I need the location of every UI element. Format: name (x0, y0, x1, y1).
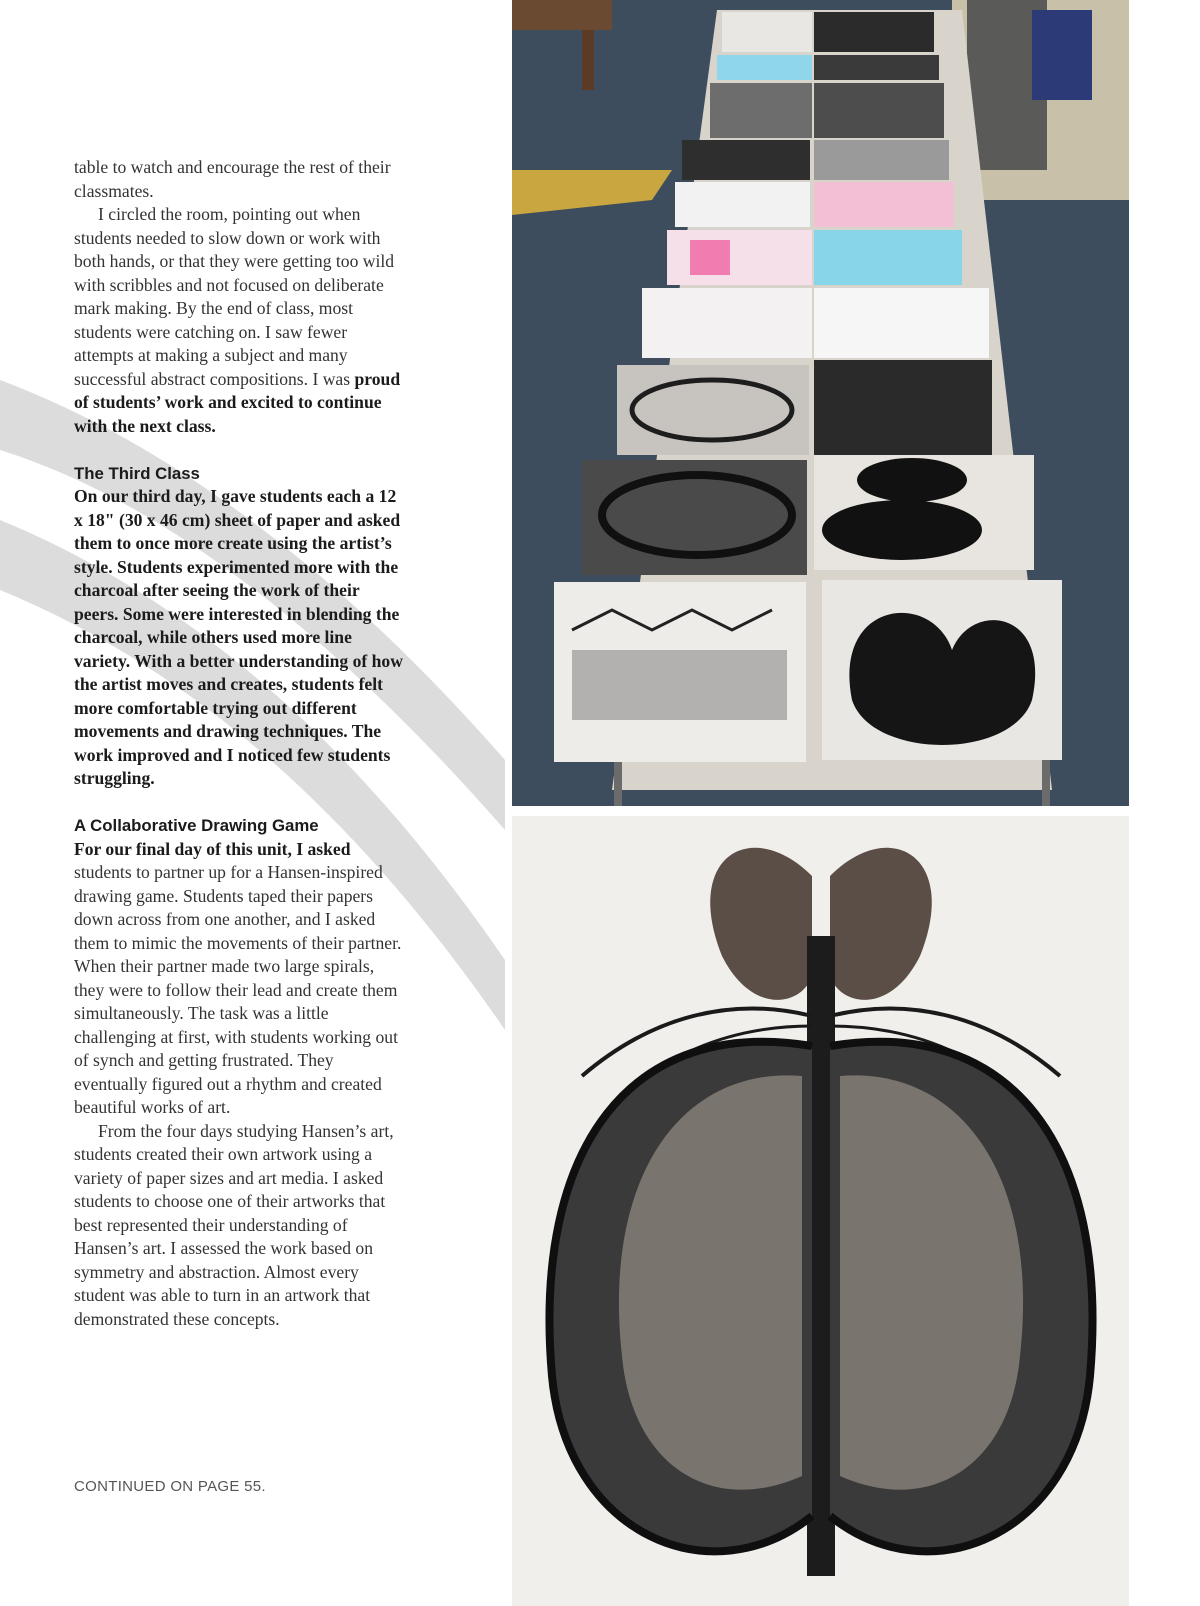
paragraph-drawing-game-text: students to partner up for a Hansen-inspired drawing game. Students taped their papers down across from one another, and I asked them to mimic the movements of their partner. When their partner made two large spirals, they were to follow their lead and create them simultaneously. The task was a little challenging at first, with students working out of synch and getting frustrated. They eventually figured out a rhythm and created beautiful works of art. (74, 862, 402, 1117)
classroom-photo-illustration (512, 0, 1129, 806)
paragraph-four-days: From the four days studying Hansen’s art, students created their own artwork using a variety of paper sizes and art media. I asked students to choose one of their artworks that best represented their understanding of Hansen’s art. I assessed the work based on symmetry and abstraction. Almost every student was able to turn in an artwork that demonstrated these concepts. (74, 1120, 394, 1329)
photo-symmetrical-charcoal-drawing (512, 816, 1129, 1606)
heading-drawing-game: A Collaborative Drawing Game (74, 816, 319, 835)
charcoal-drawing-illustration (512, 816, 1129, 1606)
paragraph-circled-room (74, 203, 406, 438)
paragraph-circled-room-bold: proud of students’ work and excited to continue with the next class. (74, 368, 401, 436)
heading-third-class: The Third Class (74, 463, 200, 483)
photo-table-of-student-drawings (512, 0, 1129, 806)
paragraph-circled-room-text: I circled the room, pointing out when students needed to slow down or work with both hands, or that they were getting too wild with scribbles and not focused on deliberate mark making. By the end of class, most students were catching on. I saw fewer attempts at making a subject and many successful abstract compositions. I was (74, 204, 395, 389)
paragraph-drawing-game-bold: For our final day of this unit, I asked (74, 838, 351, 859)
paragraph-drawing-game (74, 838, 406, 1120)
article-text-column (74, 156, 406, 1331)
paragraph-continuation: table to watch and encourage the rest of their classmates. (74, 157, 391, 201)
paragraph-third-class: On our third day, I gave students each a 12 x 18" (30 x 46 cm) sheet of paper and asked them to once more create using the artist’s style. Students experimented more with the charcoal after seeing the work of their peers. Some were interested in blending the charcoal, while others used more line variety. With a better understanding of how the artist moves and creates, students felt more comfortable trying out different movements and drawing techniques. The work improved and I noticed few students struggling. (74, 486, 403, 788)
continued-on-page-note: CONTINUED ON PAGE 55. (74, 1478, 266, 1495)
